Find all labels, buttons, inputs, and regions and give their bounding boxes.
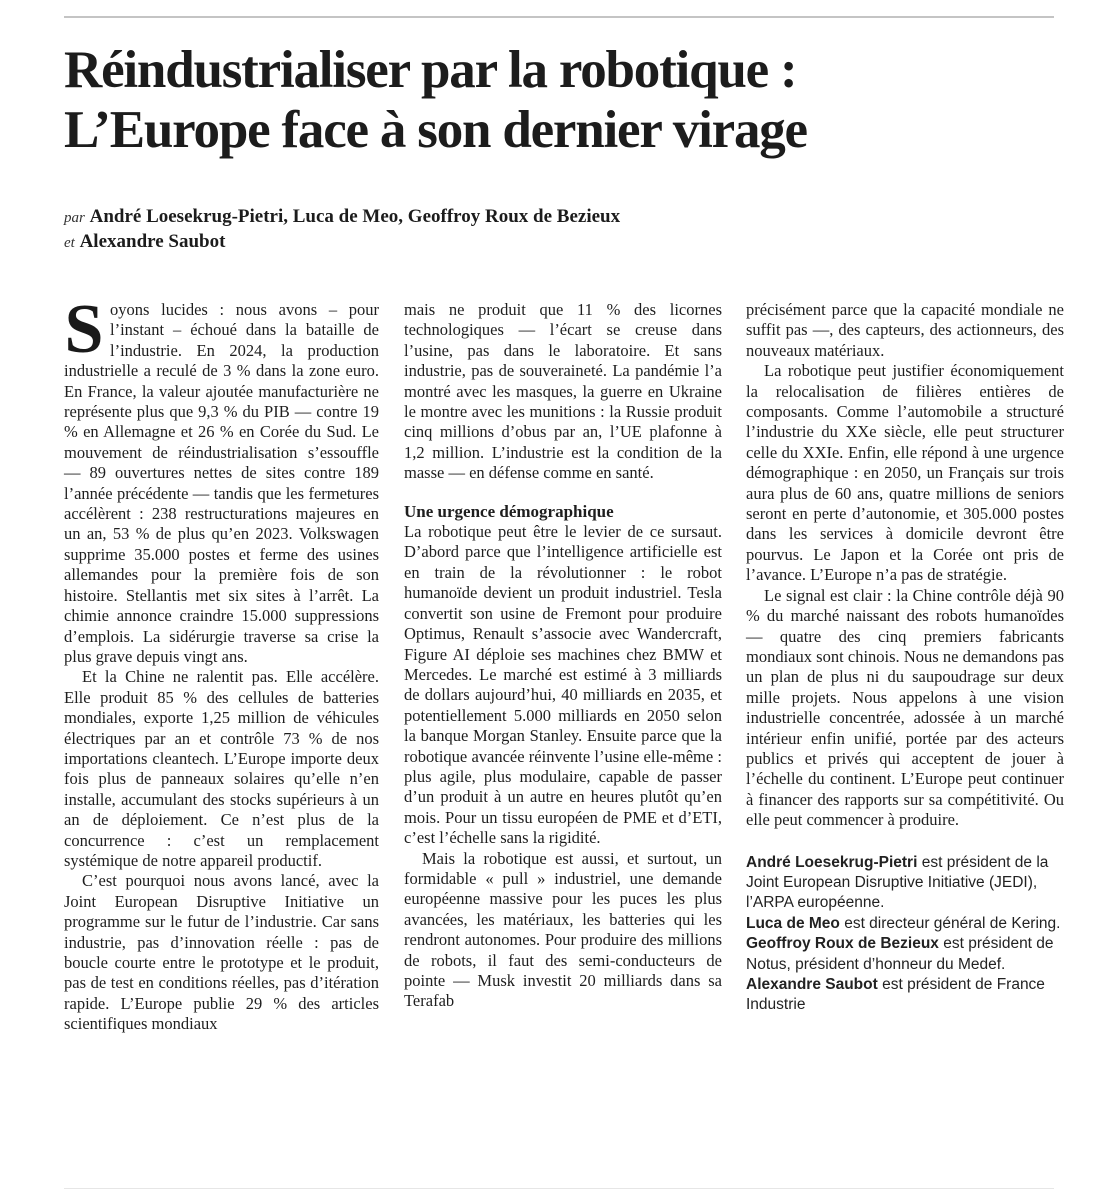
author-bio-text: est président de la Joint European Disruptive Initiative (JEDI), l’ARPA européenne. <box>746 853 1049 912</box>
paragraph: précisément parce que la capacité mondiale ne suffit pas —, des capteurs, des actionneurs, des nouveaux matériaux. <box>746 300 1064 360</box>
top-rule <box>64 16 1054 18</box>
byline-prefix: par <box>64 210 85 226</box>
author-bio <box>746 914 1064 934</box>
dropcap-letter: S <box>64 302 104 358</box>
paragraph: Le signal est clair : la Chine contrôle déjà 90 % du marché naissant des robots humanoïdes — quatre des cinq premiers fabricants mondiaux sont chinois. Nous ne demandons pas un plan de plus ni du saupoudrage sur deux mille projets. Nous appelons à une vision industrielle concentrée, adossée à un marché intérieur enfin unifié, portée par des acteurs publics et privés qui acceptent de jouer à l’échelle du continent. L’Europe peut continuer à financer des rapports sur sa compétitivité. Ou elle peut commencer à produire. <box>746 585 1064 830</box>
author-bio <box>746 934 1064 975</box>
subheading: Une urgence démographique <box>404 501 614 521</box>
author-bio-text: est directeur général de Kering. <box>839 914 1061 932</box>
author-bio-name: Geoffroy Roux de Bezieux <box>746 935 939 953</box>
byline-prefix-2: et <box>64 235 75 251</box>
paragraph-text: oyons lucides : nous avons – pour l’instant – échoué dans la bataille de l’industrie. En 2024, la production industrielle a reculé de 3 % dans la zone euro. En France, la valeur ajoutée manufacturière ne représente plus que 9,3 % du PIB — contre 19 % en Allemagne et 26 % en Corée du Sud. Le mouvement de réindustrialisation s’essouffle — 89 ouvertures nettes de sites contre 189 l’année précédente — tandis que les fermetures accélèrent : 238 restructurations majeures en un an, 53 % de plus qu’en 2023. Volkswagen supprime 35.000 postes et ferme des usines allemandes pour la première fois de son histoire. Stellantis met six sites à l’arrêt. La chimie annonce craindre 15.000 suppressions d’emplois. La sidérurgie traverse sa crise la plus grave depuis vingt ans. <box>64 300 379 666</box>
author-bio-name: Alexandre Saubot <box>746 976 878 993</box>
paragraph: Mais la robotique est aussi, et surtout, un formidable « pull » industriel, une demande européenne massive pour les puces les plus avancées, les matériaux, les batteries qui les rendront autonomes. Pour produire des millions de robots, il faut des semi-conducteurs de pointe — Musk investit 20 milliards dans sa Terafab <box>404 848 722 1011</box>
author-bio-text: est président de Notus, président d’honneur du Medef. <box>746 935 1054 973</box>
author-bio-name: Luca de Meo <box>746 914 840 932</box>
headline-line-1: Réindustrialiser par la robotique : <box>64 41 797 99</box>
byline <box>64 205 1054 255</box>
author-bio <box>746 853 1064 914</box>
paragraph: mais ne produit que 11 % des licornes technologiques — l’écart se creuse dans l’usine, pas dans le laboratoire. Et sans industrie, pas de souveraineté. La pandémie l’a montré avec les masques, la guerre en Ukraine le montre avec les munitions : la Russie produit cinq millions d’obus par an, l’UE plafonne à 1,2 million. L’industrie est la condition de la masse — en défense comme en santé. <box>404 300 722 483</box>
column-1 <box>64 300 379 1035</box>
byline-authors-2: Alexandre Saubot <box>79 231 226 252</box>
author-bio-text: est président de France Industrie <box>746 976 1045 1014</box>
bottom-rule <box>64 1188 1054 1189</box>
paragraph: La robotique peut justifier économiquement la relocalisation de filières entières de composants. Comme l’automobile a structuré l’industrie du XXe siècle, elle peut structurer celle du XXIe. Enfin, elle répond à une urgence démographique : en 2050, un Français sur trois aura plus de 60 ans, quatre millions de seniors seront en perte d’autonomie, et 305.000 postes dans les services à domicile devront être pourvus. Le Japon et la Corée ont pris de l’avance. L’Europe n’a pas de stratégie. <box>746 361 1064 585</box>
paragraph <box>64 300 379 667</box>
author-bios <box>746 853 1064 1016</box>
headline-line-2: L’Europe face à son dernier virage <box>64 101 807 159</box>
paragraph: La robotique peut être le levier de ce sursaut. D’abord parce que l’intelligence artificielle est en train de la révolutionner : le robot humanoïde devient un produit industriel. Tesla convertit son usine de Fremont pour produire Optimus, Renault s’associe avec Wandercraft, Figure AI déploie ses machines chez BMW et Mercedes. Le marché est estimé à 3 milliards de dollars aujourd’hui, 40 milliards en 2035, et potentiellement 5.000 milliards en 2050 selon la banque Morgan Stanley. Ensuite parce que la robotique avancée réinvente l’usine elle-même : plus agile, plus modulaire, capable de passer d’un produit à un autre en heures plutôt qu’en mois. Pour un tissu européen de PME et d’ETI, c’est l’échelle sans la rigidité. <box>404 522 722 848</box>
author-bio <box>746 975 1064 1016</box>
column-3 <box>746 300 1064 1016</box>
dropcap <box>64 302 104 358</box>
headline <box>64 40 1064 160</box>
paragraph: C’est pourquoi nous avons lancé, avec la Joint European Disruptive Initiative un programme sur le futur de l’industrie. Car sans industrie, pas d’innovation réelle : pas de boucle courte entre le prototype et le produit, pas de test en conditions réelles, pas d’itération rapide. L’Europe publie 29 % des articles scientifiques mondiaux <box>64 871 379 1034</box>
column-2 <box>404 300 722 1012</box>
byline-authors: André Loesekrug-Pietri, Luca de Meo, Geoffroy Roux de Bezieux <box>89 206 621 227</box>
paragraph: Et la Chine ne ralentit pas. Elle accélère. Elle produit 85 % des cellules de batteries mondiales, exporte 1,25 million de véhicules électriques par an et contrôle 73 % de nos importations cleantech. L’Europe importe deux fois plus de panneaux solaires qu’elle n’en installe, accumulant des stocks supérieurs à un an de déploiement. Ce n’est plus de la concurrence : c’est un remplacement systémique de notre appareil productif. <box>64 667 379 870</box>
author-bio-name: André Loesekrug-Pietri <box>746 853 918 871</box>
